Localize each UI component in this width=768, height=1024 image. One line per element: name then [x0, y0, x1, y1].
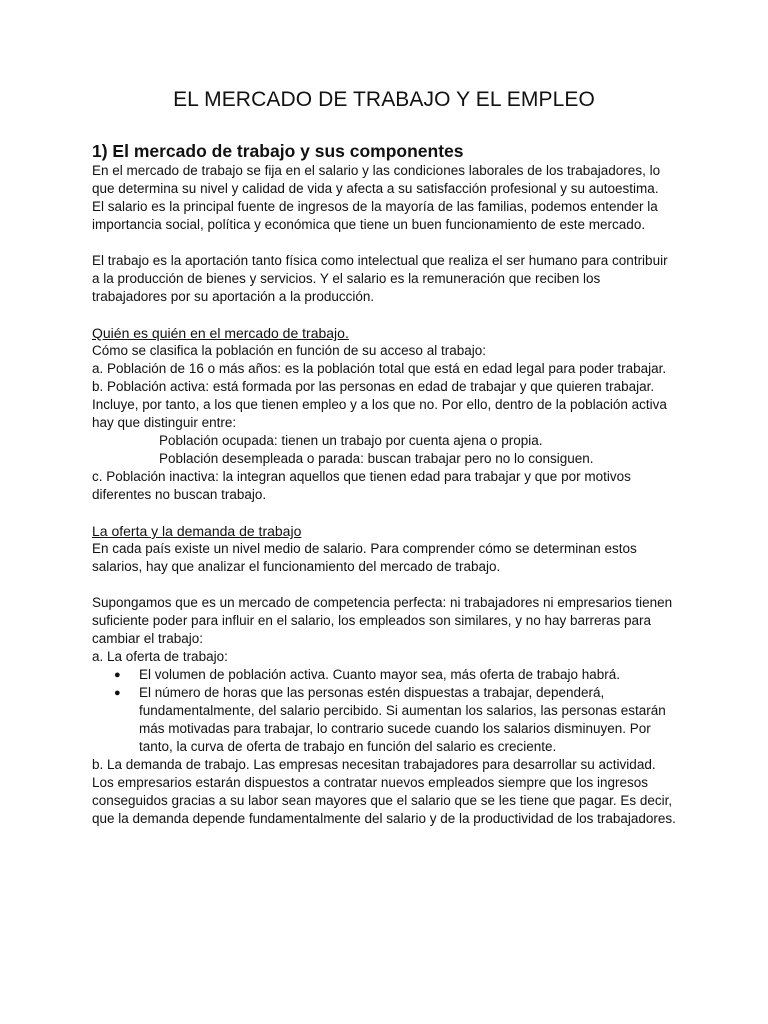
paragraph: b. La demanda de trabajo. Las empresas necesitan trabajadores para desarrollar su actividad. Los empresarios estarán dispuestos a contratar nuevos empleados siempre que los ingresos conseguidos gracias a su labor sean mayores que el salario que se les tiene que pagar. Es decir, que la demanda depende fundamentalmente del salario y de la productividad de los trabajadores.	[92, 757, 676, 826]
paragraph: Supongamos que es un mercado de competencia perfecta: ni trabajadores ni empresarios tienen suficiente poder para influir en el salario, los empleados son similares, y no hay barreras para cambiar el trabajo:	[92, 595, 673, 646]
paragraph: c. Población inactiva: la integran aquellos que tienen edad para trabajar y que por motivos diferentes no buscan trabajo.	[92, 469, 631, 502]
list-item	[92, 666, 676, 684]
paragraph: En el mercado de trabajo se fija en el salario y las condiciones laborales de los trabajadores, lo que determina su nivel y calidad de vida y afecta a su satisfacción profesional y su autoestima.	[92, 163, 661, 196]
subsection-heading: Quién es quién en el mercado de trabajo.	[92, 325, 349, 341]
indented-line: Población desempleada o parada: buscan trabajar pero no lo consiguen.	[159, 451, 594, 466]
spacer	[92, 576, 676, 594]
list-item-text: El número de horas que las personas estén dispuestas a trabajar, dependerá, fundamentalmente, del salario percibido. Si aumentan los salarios, las personas estarán más motivadas para trabajar, lo contrario sucede cuando los salarios disminuyen. Por tanto, la curva de oferta de trabajo en función del salario es creciente.	[139, 685, 666, 754]
paragraph: El salario es la principal fuente de ingresos de la mayoría de las familias, podemos entender la importancia social, política y económica que tiene un buen funcionamiento de este mercado.	[92, 199, 658, 232]
paragraph: a. Población de 16 o más años: es la población total que está en edad legal para poder trabajar.	[92, 361, 667, 376]
paragraph: a. La oferta de trabajo:	[92, 649, 228, 664]
indented-line: Población ocupada: tienen un trabajo por cuenta ajena o propia.	[159, 433, 543, 448]
bullet-list	[92, 666, 676, 756]
subsection-heading: La oferta y la demanda de trabajo	[92, 523, 302, 539]
paragraph: b. Población activa: está formada por las personas en edad de trabajar y que quieren trabajar. Incluye, por tanto, a los que tienen empleo y a los que no. Por ello, dentro de la población activa hay que distinguir entre:	[92, 379, 667, 430]
list-item	[92, 684, 676, 756]
spacer	[92, 234, 676, 252]
paragraph: El trabajo es la aportación tanto física como intelectual que realiza el ser humano para contribuir a la producción de bienes y servicios. Y el salario es la remuneración que reciben los trabajadores por su aportación a la producción.	[92, 253, 668, 304]
document-title: EL MERCADO DE TRABAJO Y EL EMPLEO	[173, 88, 595, 111]
paragraph: Cómo se clasifica la población en función de su acceso al trabajo:	[92, 343, 486, 358]
bullet-icon: ●	[114, 687, 121, 699]
spacer	[92, 306, 676, 324]
paragraph: En cada país existe un nivel medio de salario. Para comprender cómo se determinan estos salarios, hay que analizar el funcionamiento del mercado de trabajo.	[92, 541, 637, 574]
list-item-text: El volumen de población activa. Cuanto mayor sea, más oferta de trabajo habrá.	[139, 667, 621, 682]
section-heading: 1) El mercado de trabajo y sus componentes	[92, 141, 464, 161]
document-body	[92, 140, 676, 828]
bullet-icon: ●	[114, 669, 121, 681]
spacer	[92, 504, 676, 522]
